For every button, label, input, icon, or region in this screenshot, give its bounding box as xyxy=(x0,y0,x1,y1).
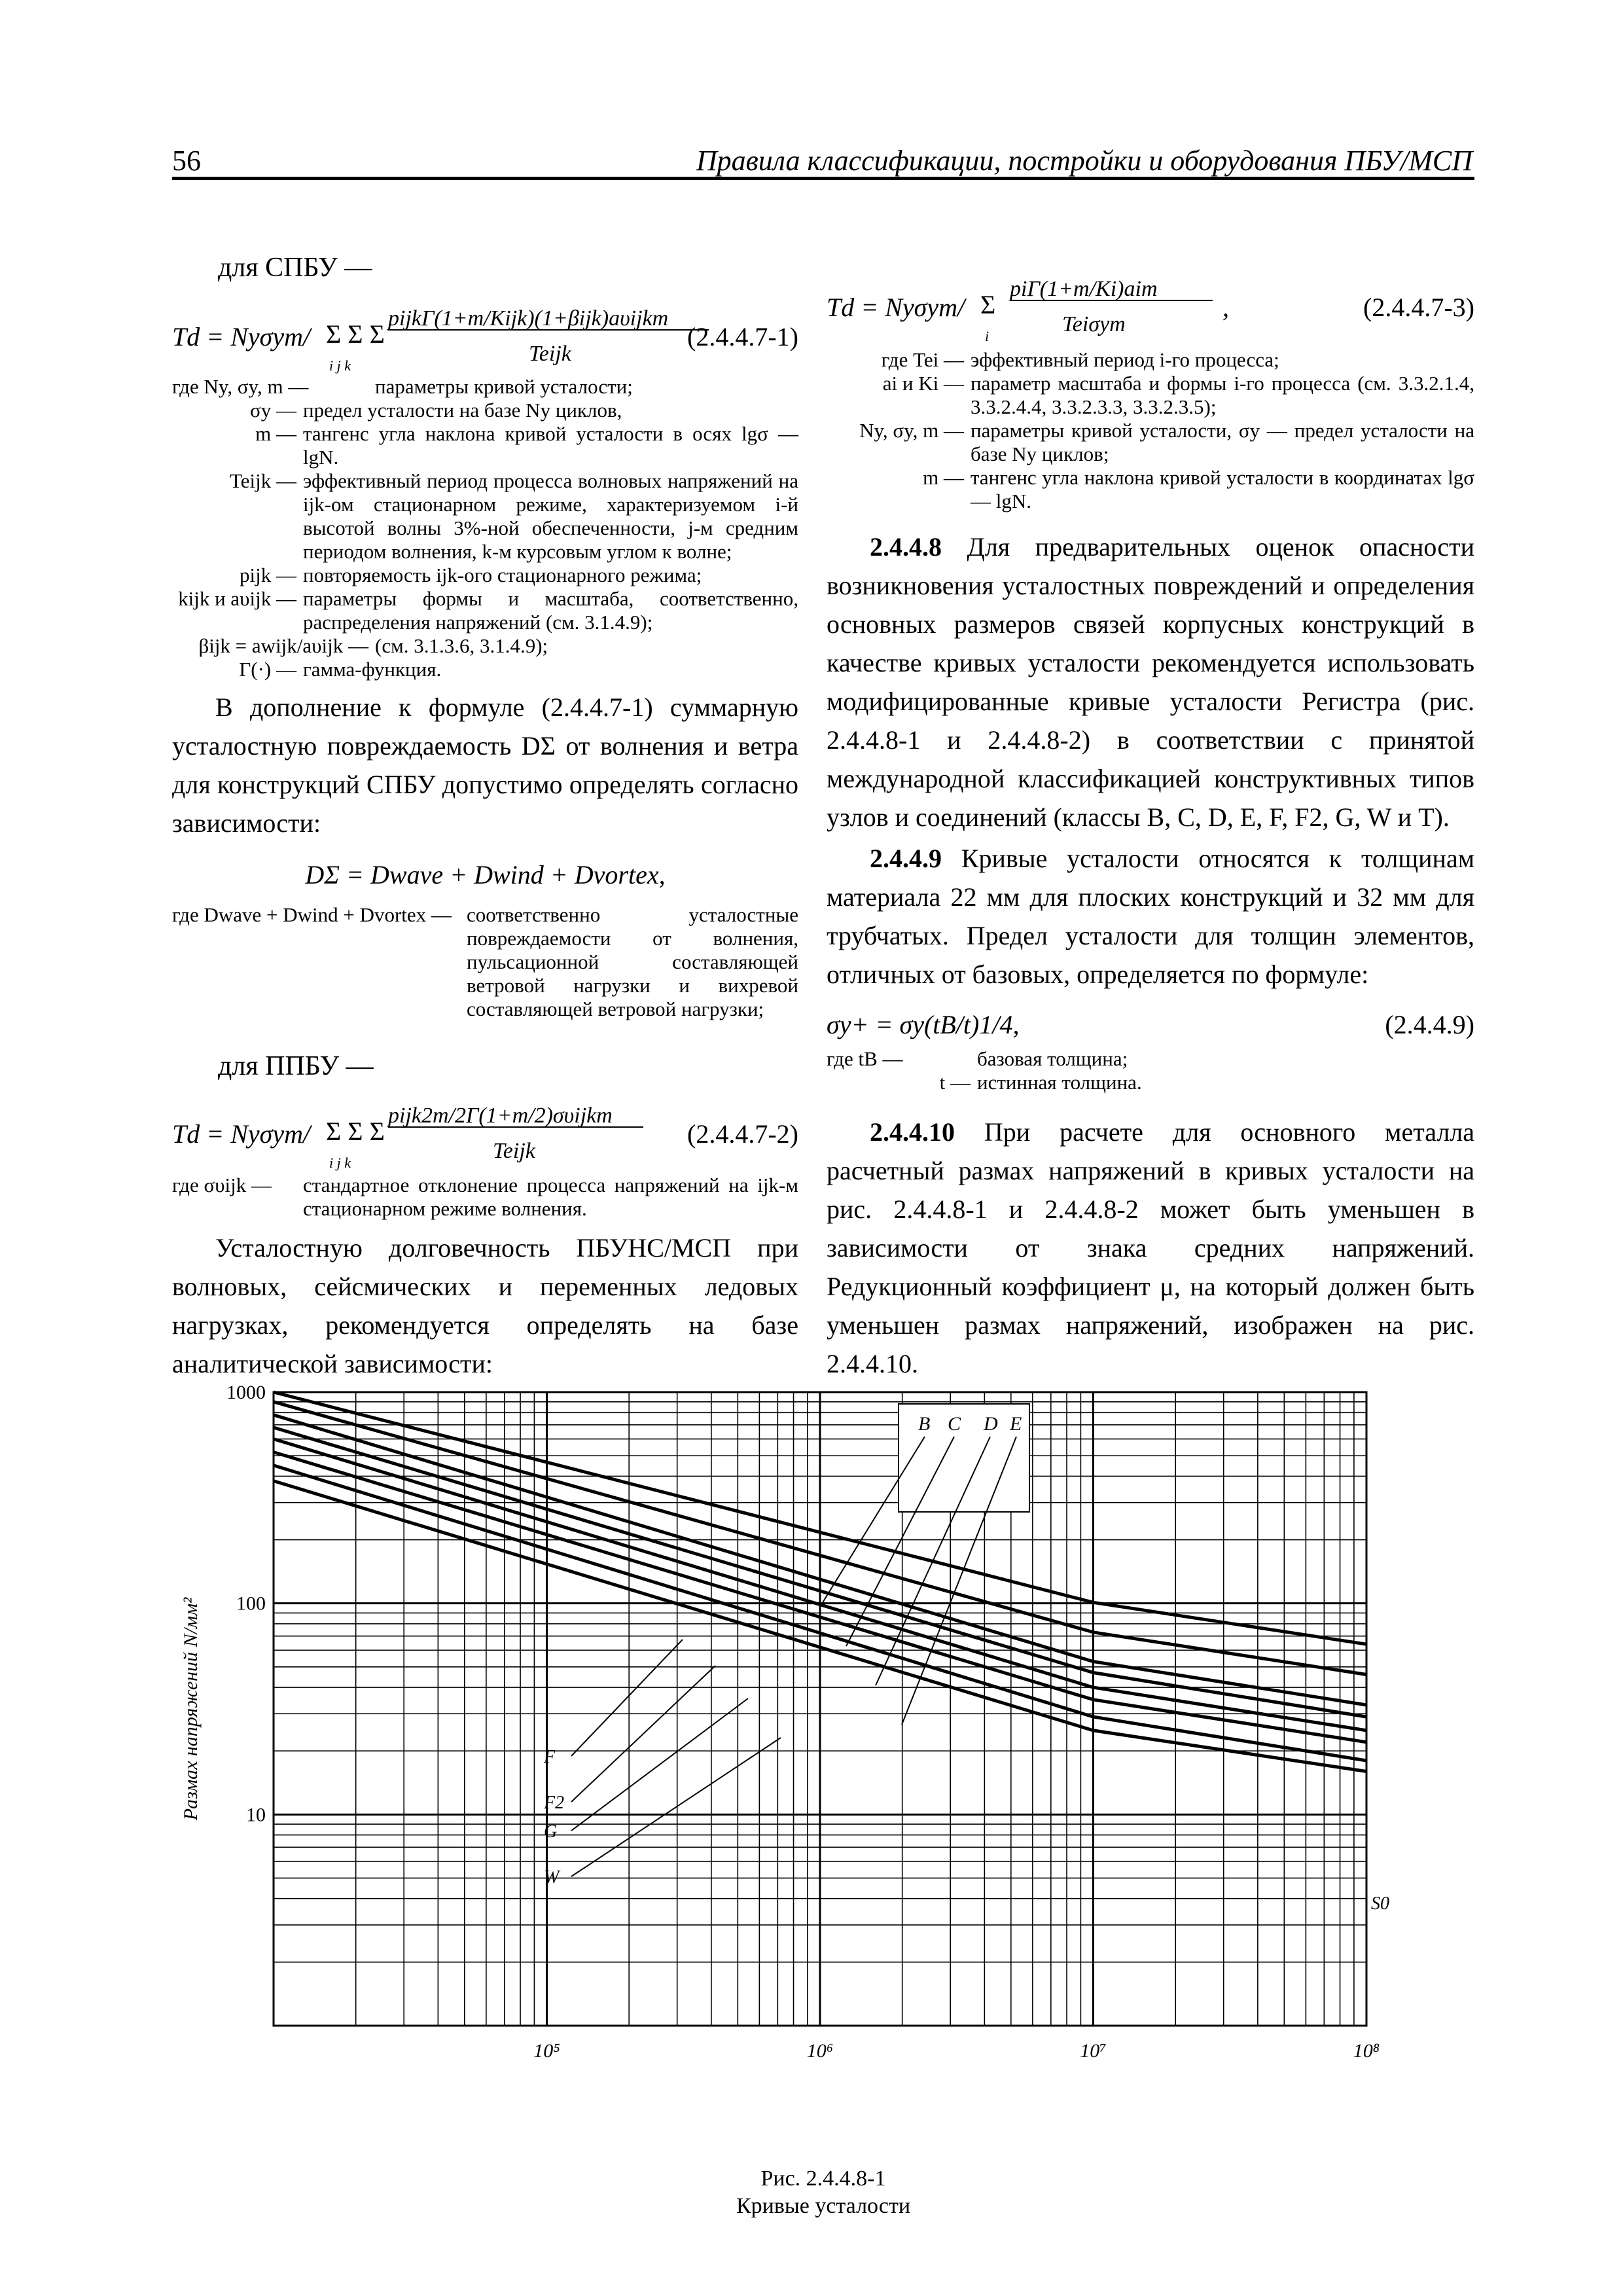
definition-row: kijk и aυijk — параметры формы и масштаба, соответственно, распределения напряжений (см. 3.1.4.9); xyxy=(178,587,798,634)
formula-tag: (2.4.4.9) xyxy=(1385,1010,1474,1039)
sum-symbol: Σ Σ Σ xyxy=(326,319,385,349)
definition-term: t — xyxy=(939,1071,971,1094)
figure-caption-number: Рис. 2.4.4.8-1 xyxy=(760,2166,886,2191)
y-axis-title: Размах напряжений N/мм² xyxy=(180,1597,202,1821)
y-tick-label: 10 xyxy=(246,1804,266,1826)
paragraph-2-4-4-10 xyxy=(827,1113,1474,1383)
curve-label-b: B xyxy=(918,1413,931,1435)
paragraph-addition: В дополнение к формуле (2.4.4.7-1) суммарную усталостную повреждаемость DΣ от волнения и ветра для конструкций СПБУ допустимо определять согласно зависимости: xyxy=(172,692,798,838)
paragraph-durability: Усталостную долговечность ПБУНС/МСП при волновых, сейсмических и переменных ледовых нагрузках, рекомендуется определять на базе аналитической зависимости: xyxy=(172,1233,798,1378)
definition-term: Ny, σy, m — xyxy=(859,419,964,442)
curve-label-d: D xyxy=(984,1413,998,1435)
definition-row: Teijk — эффективный период процесса волновых напряжений на ijk-ом стационарном режиме, характеризуемом i-й высотой волны 3%-ной обеспеченности, j-м средним периодом волнения, k-м курсовым углом к волне; xyxy=(229,469,798,563)
formula-numerator: pijk2m/2Γ(1+m/2)συijkm xyxy=(388,1103,613,1128)
where-block-2 xyxy=(172,903,798,1021)
definition-term: ai и Ki — xyxy=(882,372,964,395)
curve-label-g: G xyxy=(544,1821,558,1842)
formula-body: σy+ = σy(tB/t)1/4, xyxy=(827,1010,1020,1039)
formula-numerator: pijkΓ(1+m/Kijk)(1+βijk)aυijkm xyxy=(388,306,669,331)
section-ref: 2.4.4.8 xyxy=(870,532,942,562)
section-ref: 2.4.4.9 xyxy=(870,844,942,873)
curve-label-f: F xyxy=(544,1747,556,1767)
x-tick-label: 10⁵ xyxy=(533,2040,560,2062)
definition-term: где Tei — xyxy=(881,348,964,371)
definition-row: βijk = awijk/aυijk — (см. 3.1.3.6, 3.1.4.9); xyxy=(198,634,548,657)
where-block-3 xyxy=(172,1174,798,1221)
formula-2-4-4-7-3 xyxy=(827,262,1474,344)
definition-term: где Dwave + Dwind + Dvortex — xyxy=(172,903,452,926)
formula-tag: (2.4.4.7-1) xyxy=(687,322,798,351)
leader-line xyxy=(571,1640,683,1756)
definition-text: параметр масштаба и формы i-го процесса (см. 3.3.2.1.4, 3.3.2.4.4, 3.3.2.3.3, 3.3.2.3.5); xyxy=(971,372,1474,418)
figure-caption-title: Кривые усталости xyxy=(736,2194,911,2218)
curve-label-c: C xyxy=(948,1413,961,1435)
sum-indices: i j k xyxy=(329,357,351,374)
paragraph-text: При расчете для основного металла расчетный размах напряжений в кривых усталости на рис. 2.4.4.8-1 и 2.4.4.8-2 может быть уменьшен в зависимости от знака средних напряжений. Редукционный коэффициент μ, на который должен быть уменьшен размах напряжений, изображен на рис. 2.4.4.10. xyxy=(827,1117,1474,1378)
curve-label-e: E xyxy=(1010,1413,1022,1435)
header-rule xyxy=(172,177,1474,180)
chart-svg xyxy=(172,1371,1474,2157)
definition-text: стандартное отклонение процесса напряжений на ijk-м стационарном режиме волнения. xyxy=(303,1174,798,1220)
definition-text: базовая толщина; xyxy=(977,1047,1128,1070)
formula-2-4-4-9 xyxy=(827,1001,1474,1047)
formula-d-sum: DΣ = Dwave + Dwind + Dvortex, xyxy=(305,860,666,889)
definition-text: истинная толщина. xyxy=(977,1071,1142,1094)
where-block-1 xyxy=(172,375,798,681)
formula-comma: , xyxy=(1222,293,1229,322)
formula-lhs: Td = Nyσym/ xyxy=(827,293,965,322)
section-ref: 2.4.4.10 xyxy=(870,1117,955,1147)
right-column xyxy=(827,262,1474,1383)
formula-tag: (2.4.4.7-3) xyxy=(1363,293,1474,322)
curve-label-s0: S0 xyxy=(1371,1893,1389,1914)
sum-indices: i xyxy=(985,328,990,344)
formula-numerator: piΓ(1+m/Ki)aim xyxy=(1010,277,1158,301)
definition-text: соответственно усталостные повреждаемости от волнения, пульсационной составляющей ветровой нагрузки и вихревой составляющей ветровой нагрузки; xyxy=(467,903,798,1020)
formula-2-4-4-7-1 xyxy=(172,291,798,374)
sum-indices: i j k xyxy=(329,1155,351,1171)
ppbu-label: для ППБУ — xyxy=(218,1051,374,1081)
curve-label-f2: F2 xyxy=(544,1793,565,1813)
fraction-bar xyxy=(388,329,709,331)
formula-lhs: Td = Nyσym/ xyxy=(172,1119,311,1149)
definition-row: m — тангенс угла наклона кривой усталости в осях lgσ — lgN. xyxy=(255,422,798,469)
fraction-bar xyxy=(1010,300,1213,301)
paragraph-2-4-4-9 xyxy=(827,839,1474,994)
paragraph-2-4-4-8 xyxy=(827,528,1474,836)
running-title: Правила классификации, постройки и оборудования ПБУ/МСП xyxy=(696,145,1472,177)
formula-denominator: Teijk xyxy=(493,1139,535,1163)
y-tick-label: 1000 xyxy=(226,1382,266,1403)
x-tick-label: 10⁶ xyxy=(806,2040,834,2062)
definition-text: эффективный период i-го процесса; xyxy=(971,348,1279,371)
sum-symbol: Σ Σ Σ xyxy=(326,1117,385,1146)
fatigue-curves-chart xyxy=(172,1371,1474,2157)
definition-row: где Ny, σy, m — параметры кривой усталости; xyxy=(172,375,633,398)
y-tick-label: 100 xyxy=(236,1592,266,1615)
x-tick-label: 10⁸ xyxy=(1353,2040,1380,2062)
formula-denominator: Teiσym xyxy=(1062,312,1126,336)
left-column xyxy=(172,249,798,1383)
definition-row: pijk — повторяемость ijk-ого стационарного режима; xyxy=(240,564,702,586)
definition-text: параметры кривой усталости, σy — предел усталости на базе Ny циклов; xyxy=(971,419,1474,465)
formula-denominator: Teijk xyxy=(529,342,571,366)
sum-symbol: Σ xyxy=(980,290,996,319)
definition-row: σy — предел усталости на базе Ny циклов, xyxy=(250,399,622,422)
paragraph-text: Кривые усталости относятся к толщинам материала 22 мм для плоских конструкций и 32 мм для трубчатых. Предел усталости для толщин элементов, отличных от базовых, определяется по формуле: xyxy=(827,844,1475,989)
definition-term: m — xyxy=(923,466,964,489)
formula-lhs: Td = Nyσym/ xyxy=(172,322,311,351)
definition-row: Γ(·) — гамма-функция. xyxy=(239,658,442,681)
page-number: 56 xyxy=(172,145,201,177)
paragraph-text: Для предварительных оценок опасности возникновения усталостных повреждений и определения основных размеров связей корпусных конструкций в качестве кривых усталости рекомендуется использовать модифицированные кривые усталости Регистра (рис. 2.4.4.8-1 и 2.4.4.8-2) в соответствии с принятой международной классификацией конструктивных типов узлов и соединений (классы B, C, D, E, F, F2, G, W и T). xyxy=(827,532,1474,832)
curve-label-w: W xyxy=(544,1867,560,1888)
where-block-4 xyxy=(827,348,1474,513)
definition-term: где tB — xyxy=(827,1047,903,1070)
where-block-5 xyxy=(827,1047,1474,1094)
x-tick-label: 10⁷ xyxy=(1080,2040,1107,2062)
fraction-bar xyxy=(388,1126,643,1128)
formula-tag: (2.4.4.7-2) xyxy=(687,1119,798,1149)
definition-text: тангенс угла наклона кривой усталости в координатах lgσ — lgN. xyxy=(971,466,1474,512)
spbu-label: для СПБУ — xyxy=(218,253,372,283)
definition-term: где συijk — xyxy=(172,1174,272,1196)
formula-2-4-4-7-2 xyxy=(172,1088,798,1171)
